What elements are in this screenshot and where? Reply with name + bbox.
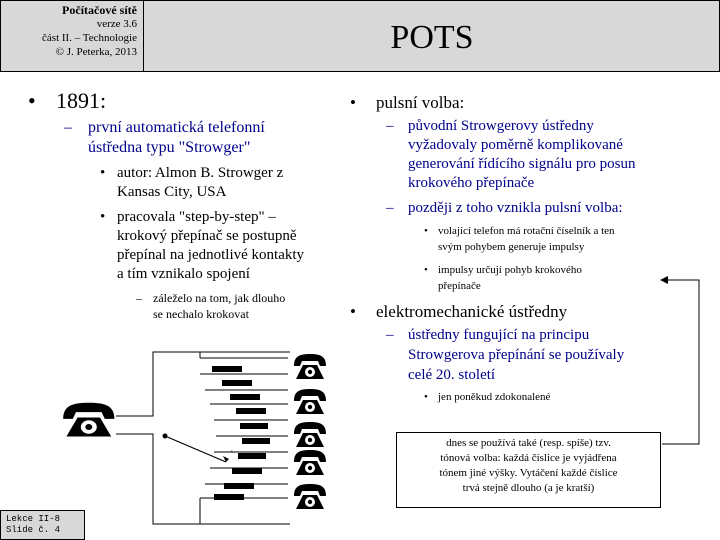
- contact-bank: [212, 366, 270, 500]
- depends-line2: se nechalo krokovat: [153, 307, 249, 321]
- callout-line3: tónem jiné výšky. Vytáčení každé číslice: [439, 467, 618, 479]
- bullet-dot: •: [100, 209, 106, 225]
- author-line1: autor: Almon B. Strowger z: [117, 165, 284, 181]
- depends-line1: záleželo na tom, jak dlouho: [153, 291, 286, 305]
- pulse-dial-heading: pulsní volba:: [376, 93, 465, 112]
- caller-phone-icon: [63, 403, 114, 437]
- part-label: část II. – Technologie: [42, 32, 137, 44]
- tone-dialing-callout: [396, 432, 661, 508]
- impulses-line2: přepínače: [438, 280, 481, 292]
- rotary-line1: volající telefon má rotační číselník a ten: [438, 225, 615, 237]
- bullet-dot: •: [100, 165, 106, 181]
- bullet-dot: •: [424, 225, 428, 237]
- impulses-line1: impulsy určují pohyb krokového: [438, 264, 582, 276]
- bullet-dot: •: [28, 88, 36, 113]
- original-line2: vyžadovaly poměrně komplikované: [408, 137, 623, 153]
- worked-line2: krokový přepínač se postupně: [117, 228, 297, 244]
- callout-line4: trvá stejně dlouho (a je kratší): [462, 482, 595, 494]
- callout-connector: [662, 280, 699, 444]
- course-name: Počítačové sítě: [62, 3, 137, 17]
- used-line3: celé 20. století: [408, 367, 496, 383]
- slide-title: POTS: [390, 19, 474, 56]
- bullet-dot: •: [350, 302, 356, 321]
- improved-line: jen poněkud zdokonalené: [438, 391, 551, 403]
- bullet-dash: –: [386, 118, 394, 134]
- callout-arrowhead: [660, 276, 668, 284]
- original-line4: krokového přepínače: [408, 175, 535, 191]
- bullet-dot: •: [424, 391, 428, 403]
- rotary-line2: svým pohybem generuje impulsy: [438, 241, 585, 253]
- copyright-label: © J. Peterka, 2013: [55, 46, 137, 58]
- bullet-dash: –: [386, 327, 394, 343]
- worked-line1: pracovala "step-by-step" –: [117, 209, 276, 225]
- bullet-dot: •: [424, 264, 428, 276]
- year-heading: 1891:: [56, 88, 107, 113]
- callout-line1: dnes se používá také (resp. spíše) tzv.: [446, 437, 611, 449]
- slide-footer: [0, 510, 85, 540]
- switch-pivot: [163, 434, 168, 439]
- bullet-dash: –: [136, 291, 142, 305]
- bullet-dash: –: [64, 119, 72, 136]
- original-line1: původní Strowgerovy ústředny: [408, 118, 594, 134]
- switch-tick: ': [231, 449, 233, 459]
- first-exchange-line1: první automatická telefonní: [88, 119, 265, 136]
- used-line2: Strowgerova přepínání se používaly: [408, 347, 625, 363]
- author-line2: Kansas City, USA: [117, 184, 227, 200]
- subscriber-phone-icon: [294, 484, 326, 509]
- subscriber-phone-icon: [294, 450, 326, 475]
- original-line3: generování řídícího signálu pro posun: [408, 156, 636, 172]
- worked-line4: a tím vznikalo spojení: [117, 266, 250, 282]
- first-exchange-line2: ústředna typu "Strowger": [88, 139, 251, 156]
- subscriber-phone-icon: [294, 422, 326, 447]
- bullet-dash: –: [386, 200, 394, 216]
- later-pulse-line: později z toho vznikla pulsní volba:: [408, 200, 623, 216]
- lesson-label: Lekce II-8: [6, 514, 61, 524]
- subscriber-phone-icon: [294, 354, 326, 379]
- worked-line3: přepínal na jednotlivé kontakty: [117, 247, 305, 263]
- callout-line2: tónová volba: každá číslice je vyjádřena: [440, 452, 617, 464]
- slide-number: Slide č. 4: [6, 525, 61, 535]
- subscriber-phone-icon: [294, 389, 326, 414]
- version-label: verze 3.6: [96, 18, 137, 30]
- used-line1: ústředny fungující na principu: [408, 327, 590, 343]
- electromech-heading: elektromechanické ústředny: [376, 302, 568, 321]
- bullet-dot: •: [350, 93, 356, 112]
